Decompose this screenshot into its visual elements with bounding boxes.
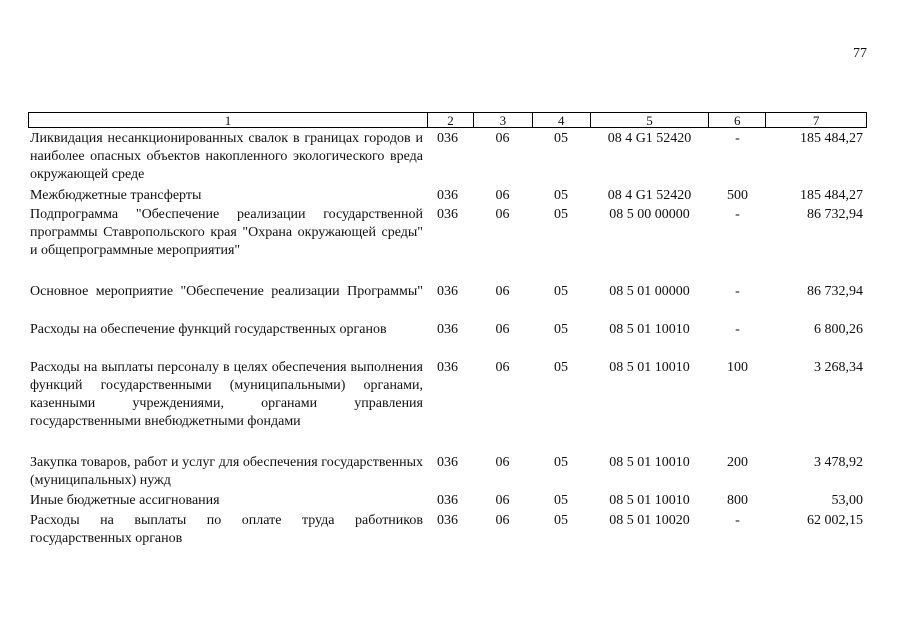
- row-target-article: 08 4 G1 52420: [607, 188, 692, 203]
- row-name: Основное мероприятие "Обеспечение реализации Программы": [30, 284, 423, 299]
- row-subsection: 05: [554, 131, 568, 146]
- row-target-article: 08 4 G1 52420: [607, 131, 692, 146]
- header-col-1: 1: [224, 113, 232, 128]
- row-code: 036: [437, 493, 458, 508]
- row-name: Ликвидация несанкционированных свалок в границах городов и наиболее опасных объектов накопленного экологического вреда окружающей среде: [30, 131, 423, 182]
- row-subsection: 05: [554, 322, 568, 337]
- row-target-article: 08 5 01 00000: [609, 284, 690, 299]
- row-expense-type: 500: [727, 188, 748, 203]
- row-amount: 3 478,92: [814, 455, 863, 470]
- row-section: 06: [495, 131, 510, 146]
- row-code: 036: [437, 284, 458, 299]
- table-row: [28, 512, 867, 548]
- row-amount: 6 800,26: [814, 322, 863, 337]
- row-expense-type: 200: [727, 455, 748, 470]
- table-row: [28, 454, 867, 490]
- row-section: 06: [495, 188, 510, 203]
- row-expense-type: 100: [727, 360, 748, 375]
- row-code: 036: [437, 455, 458, 470]
- header-col-5: 5: [590, 113, 709, 127]
- row-code: 036: [437, 188, 458, 203]
- table-header: [28, 112, 867, 128]
- table-row: [28, 492, 867, 510]
- row-section: 06: [495, 207, 510, 222]
- row-expense-type: -: [735, 322, 740, 337]
- row-code: 036: [437, 207, 458, 222]
- row-expense-type: -: [735, 131, 740, 146]
- header-col-7: 7: [765, 113, 866, 127]
- table-row: [28, 283, 867, 301]
- row-section: 06: [495, 284, 510, 299]
- row-target-article: 08 5 01 10010: [609, 360, 690, 375]
- row-name: Межбюджетные трансферты: [30, 188, 202, 203]
- row-expense-type: 800: [727, 493, 748, 508]
- row-code: 036: [437, 360, 458, 375]
- row-expense-type: -: [735, 207, 740, 222]
- table-row: [28, 321, 867, 339]
- page-number: 77: [853, 46, 867, 61]
- row-expense-type: -: [735, 513, 740, 528]
- row-code: 036: [437, 131, 458, 146]
- row-code: 036: [437, 513, 458, 528]
- row-name: Расходы на обеспечение функций государственных органов: [30, 322, 387, 337]
- row-section: 06: [495, 493, 510, 508]
- table-row: [28, 359, 867, 431]
- row-name: Закупка товаров, работ и услуг для обеспечения государственных (муниципальных) нужд: [30, 455, 423, 488]
- header-col-2: 2: [427, 113, 473, 127]
- row-target-article: 08 5 01 10010: [609, 322, 690, 337]
- row-subsection: 05: [554, 284, 568, 299]
- row-target-article: 08 5 01 10010: [609, 493, 690, 508]
- row-section: 06: [495, 322, 510, 337]
- row-amount: 86 732,94: [807, 207, 863, 222]
- row-section: 06: [495, 455, 510, 470]
- row-target-article: 08 5 01 10020: [609, 513, 690, 528]
- row-target-article: 08 5 01 10010: [609, 455, 690, 470]
- row-subsection: 05: [554, 493, 568, 508]
- row-amount: 62 002,15: [807, 513, 863, 528]
- row-name: Расходы на выплаты персоналу в целях обеспечения выполнения функций государственными (муниципальными) органами, казенными учреждениями, органами управления государственными внебюджетными фондами: [30, 360, 423, 429]
- row-target-article: 08 5 00 00000: [609, 207, 690, 222]
- table-row: [28, 130, 867, 184]
- row-amount: 3 268,34: [814, 360, 863, 375]
- row-code: 036: [437, 322, 458, 337]
- header-col-4: 4: [532, 113, 590, 127]
- row-subsection: 05: [554, 207, 568, 222]
- row-name: Иные бюджетные ассигнования: [30, 493, 220, 508]
- row-subsection: 05: [554, 513, 568, 528]
- header-col-6: 6: [708, 113, 765, 127]
- row-subsection: 05: [554, 188, 568, 203]
- row-expense-type: -: [735, 284, 740, 299]
- row-amount: 53,00: [831, 493, 863, 508]
- table-row: [28, 206, 867, 260]
- row-amount: 86 732,94: [807, 284, 863, 299]
- row-amount: 185 484,27: [800, 188, 863, 203]
- row-section: 06: [495, 513, 510, 528]
- row-section: 06: [495, 360, 510, 375]
- header-col-3: 3: [473, 113, 532, 127]
- row-subsection: 05: [554, 360, 568, 375]
- row-subsection: 05: [554, 455, 568, 470]
- row-name: Расходы на выплаты по оплате труда работников государственных органов: [30, 513, 423, 546]
- row-amount: 185 484,27: [800, 131, 863, 146]
- row-name: Подпрограмма "Обеспечение реализации государственной программы Ставропольского края "Охрана окружающей среды" и общепрограммные мероприятия": [30, 207, 423, 258]
- table-row: [28, 187, 867, 205]
